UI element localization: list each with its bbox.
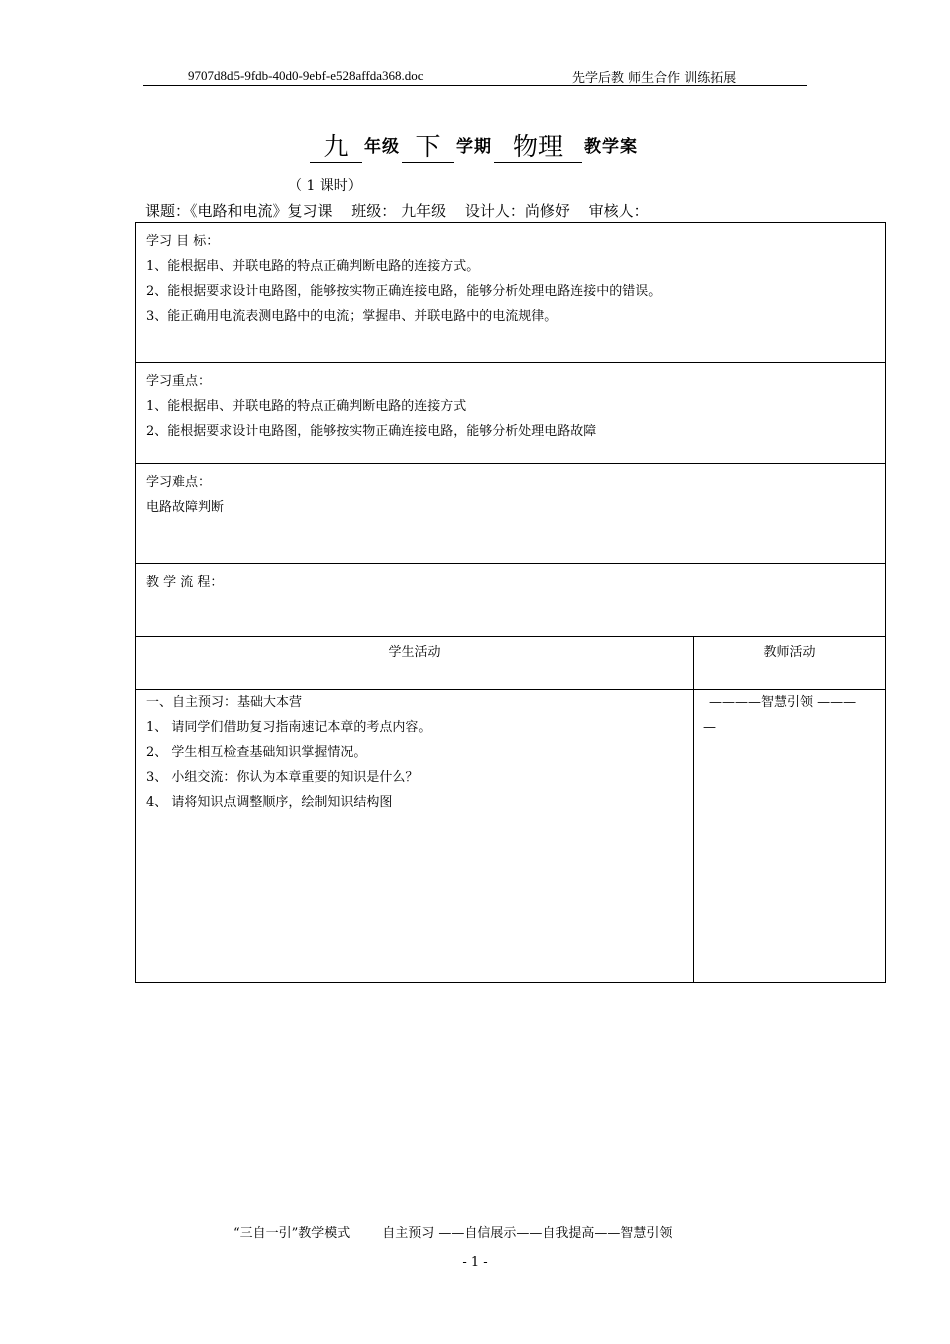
student-activity-item: 3、 小组交流：你认为本章重要的知识是什么？ <box>146 770 419 785</box>
student-header: 学生活动 <box>388 645 441 660</box>
key-points-heading: 学习重点： <box>146 374 212 389</box>
student-activity-item: 2、 学生相互检查基础知识掌握情况。 <box>146 745 367 760</box>
teacher-activity-cell <box>693 689 886 983</box>
teacher-header-cell <box>693 636 886 690</box>
process-section <box>135 563 886 637</box>
title-term-label: 学期 <box>456 137 492 157</box>
title-doc-label: 教学案 <box>584 137 638 157</box>
title-grade-label: 年级 <box>364 137 400 157</box>
student-activity-cell <box>135 689 694 983</box>
key-point-item: 1、能根据串、并联电路的特点正确判断电路的连接方式 <box>146 399 467 414</box>
meta-topic: 课题：《电路和电流》复习课 <box>145 202 333 220</box>
objective-item: 1、能根据串、并联电路的特点正确判断电路的连接方式。 <box>146 259 480 274</box>
student-section-title: 一、自主预习：基础大本营 <box>146 695 303 710</box>
title-term: 下 <box>402 131 454 163</box>
student-activity-item: 1、 请同学们借助复习指南速记本章的考点内容。 <box>146 720 432 735</box>
teacher-note-line1: ————智慧引领 ——— <box>709 695 857 710</box>
difficulties-heading: 学习难点： <box>146 475 212 490</box>
header-motto: 先学后教 师生合作 训练拓展 <box>572 71 737 86</box>
session-count: （ 1 课时） <box>288 178 362 194</box>
teacher-header: 教师活动 <box>763 645 816 660</box>
key-point-item: 2、能根据要求设计电路图，能够按实物正确连接电路，能够分析处理电路故障 <box>146 424 597 439</box>
process-heading: 教 学 流 程： <box>146 575 224 590</box>
difficulty-item: 电路故障判断 <box>146 500 225 515</box>
teacher-note-line2: — <box>703 720 716 735</box>
student-activity-item: 4、 请将知识点调整顺序，绘制知识结构图 <box>146 795 393 810</box>
page-title <box>0 131 950 163</box>
objectives-heading: 学习 目 标： <box>146 234 220 249</box>
objectives-section <box>135 222 886 363</box>
meta-class: 班级： 九年级 <box>351 202 447 220</box>
meta-designer: 设计人：尚修妤 <box>464 202 570 220</box>
title-subject: 物理 <box>494 131 582 163</box>
student-header-cell <box>135 636 694 690</box>
objective-item: 2、能根据要求设计电路图，能够按实物正确连接电路，能够分析处理电路连接中的错误。 <box>146 284 662 299</box>
header-filename: 9707d8d5-9fdb-40d0-9ebf-e528affda368.doc <box>188 68 424 83</box>
footer-mode: “三自一引”教学模式 <box>233 1226 351 1241</box>
footer-mode-line <box>233 1222 672 1241</box>
meta-reviewer: 审核人： <box>588 202 649 220</box>
page-number: - 1 - <box>462 1255 488 1270</box>
title-grade: 九 <box>310 131 362 163</box>
meta-row <box>145 200 660 221</box>
objective-item: 3、能正确用电流表测电路中的电流；掌握串、并联电路中的电流规律。 <box>146 309 558 324</box>
header-divider <box>143 85 807 86</box>
difficulties-section <box>135 463 886 564</box>
key-points-section <box>135 362 886 464</box>
footer-steps: 自主预习 ——自信展示——自我提高——智慧引领 <box>382 1226 673 1241</box>
